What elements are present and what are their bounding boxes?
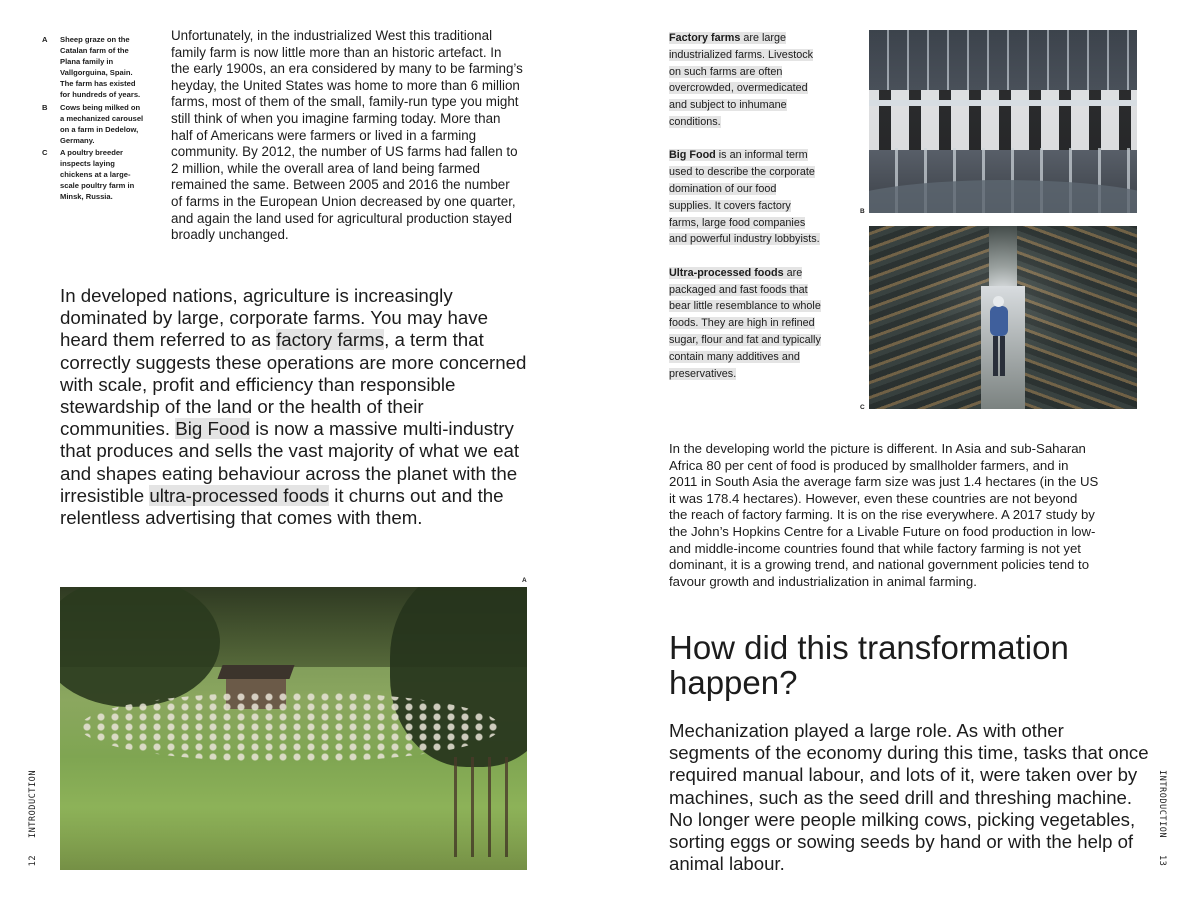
photo-milking-carousel bbox=[869, 30, 1137, 213]
photo-sheep-grazing bbox=[60, 587, 527, 870]
pull-quote-text: , a term that correctly suggests these operations are more concerned with scale, profit and efficiency than responsible stewardship of the land or the health of their communities. bbox=[60, 329, 527, 440]
running-head-right: INTRODUCTION bbox=[1157, 770, 1167, 839]
caption-text: Sheep graze on the Catalan farm of the Plana family in Vallgorguina, Spain. The farm has existed for hundreds of years. bbox=[60, 35, 141, 100]
glossary-entry bbox=[669, 30, 821, 131]
caption-c bbox=[42, 147, 144, 202]
mechanization-paragraph: Mechanization played a large role. As with other segments of the economy during this time, tasks that once required manual labour, and lots of it, were taken over by machines, such as the seed drill and threshing machine. No longer were people milking cows, picking vegetables, sorting eggs or sowing seeds by hand or with the help of animal labour. bbox=[669, 720, 1149, 875]
caption-text: A poultry breeder inspects laying chickens at a large-scale poultry farm in Minsk, Russia. bbox=[60, 147, 135, 202]
glossary-definition: are large industrialized farms. Livestock on such farms are often overcrowded, overmedicated and subject to inhumane conditions. bbox=[669, 32, 814, 128]
highlight-factory-farms: factory farms bbox=[276, 329, 385, 351]
photo-label-b: B bbox=[860, 208, 865, 215]
intro-paragraph: Unfortunately, in the industrialized West this traditional family farm is now little more than an historic artefact. In the early 1900s, an era considered by many to be farming’s heyday, the United States was home to more than 6 million farms, most of them of the small, family-run type you might still think of when you imagine farming today. More than half of Americans were farmers or lived in a farming community. By 2012, the number of US farms had fallen to 2 million, while the overall area of land being farmed remained the same. Between 2005 and 2016 the number of farms in the European Union decreased by one quarter, and again the land used for agricultural production stayed broadly unchanged. bbox=[171, 28, 523, 243]
caption-a bbox=[42, 34, 144, 101]
glossary-term: Factory farms bbox=[669, 32, 741, 44]
glossary bbox=[669, 30, 821, 399]
glossary-definition: are packaged and fast foods that bear little resemblance to whole foods. They are high in refined sugar, flour and fat and typically contain many additives and preservatives. bbox=[669, 266, 821, 380]
pull-quote-text: is now a massive multi-industry that produces and sells the vast majority of what we eat and shapes eating behaviour across the planet with the irresistible bbox=[60, 418, 520, 506]
photo-label-a: A bbox=[522, 577, 527, 584]
running-head-left: INTRODUCTION bbox=[28, 770, 38, 839]
glossary-entry bbox=[669, 147, 821, 248]
glossary-term: Big Food bbox=[669, 149, 716, 162]
caption-b bbox=[42, 102, 144, 146]
developing-world-paragraph: In the developing world the picture is different. In Asia and sub-Saharan Africa 80 per cent of food is produced by smallholder farmers, and in 2011 in South Asia the average farm size was just 1.4 hectares (in the US it was 178.4 hectares). However, even these countries are not beyond the reach of factory farming. It is on the rise everywhere. A 2017 study by the John’s Hopkins Centre for a Livable Future on food production in low- and middle-income countries found that while factory farming is not yet dominant, it is a growing trend, and national government policies tend to favour growth and industrialization in animal farming. bbox=[669, 441, 1099, 589]
glossary-entry bbox=[669, 265, 821, 383]
glossary-term: Ultra-processed foods bbox=[669, 266, 784, 279]
caption-letter: C bbox=[42, 147, 48, 157]
section-heading: How did this transformation happen? bbox=[669, 629, 1069, 701]
pull-quote-text: In developed nations, agriculture is increasingly dominated by large, corporate farms. You may have heard them referred to as bbox=[60, 285, 488, 351]
photo-captions bbox=[42, 34, 144, 203]
photo-poultry-farm bbox=[869, 226, 1137, 409]
page-number-right: 13 bbox=[1157, 855, 1167, 867]
pull-quote bbox=[60, 285, 532, 529]
caption-letter: B bbox=[42, 102, 48, 112]
photo-label-c: C bbox=[860, 404, 865, 411]
caption-text: Cows being milked on a mechanized carousel on a farm in Dedelow, Germany. bbox=[60, 102, 144, 145]
page-number-left: 12 bbox=[28, 855, 38, 867]
pull-quote-text: it churns out and the relentless advertising that comes with them. bbox=[60, 484, 504, 529]
highlight-big-food: Big Food bbox=[175, 418, 251, 440]
highlight-ultra-processed-foods: ultra-processed foods bbox=[149, 484, 330, 506]
glossary-definition: is an informal term used to describe the corporate domination of our food supplies. It covers factory farms, large food companies and powerful industry lobbyists. bbox=[669, 149, 820, 246]
caption-letter: A bbox=[42, 35, 48, 44]
